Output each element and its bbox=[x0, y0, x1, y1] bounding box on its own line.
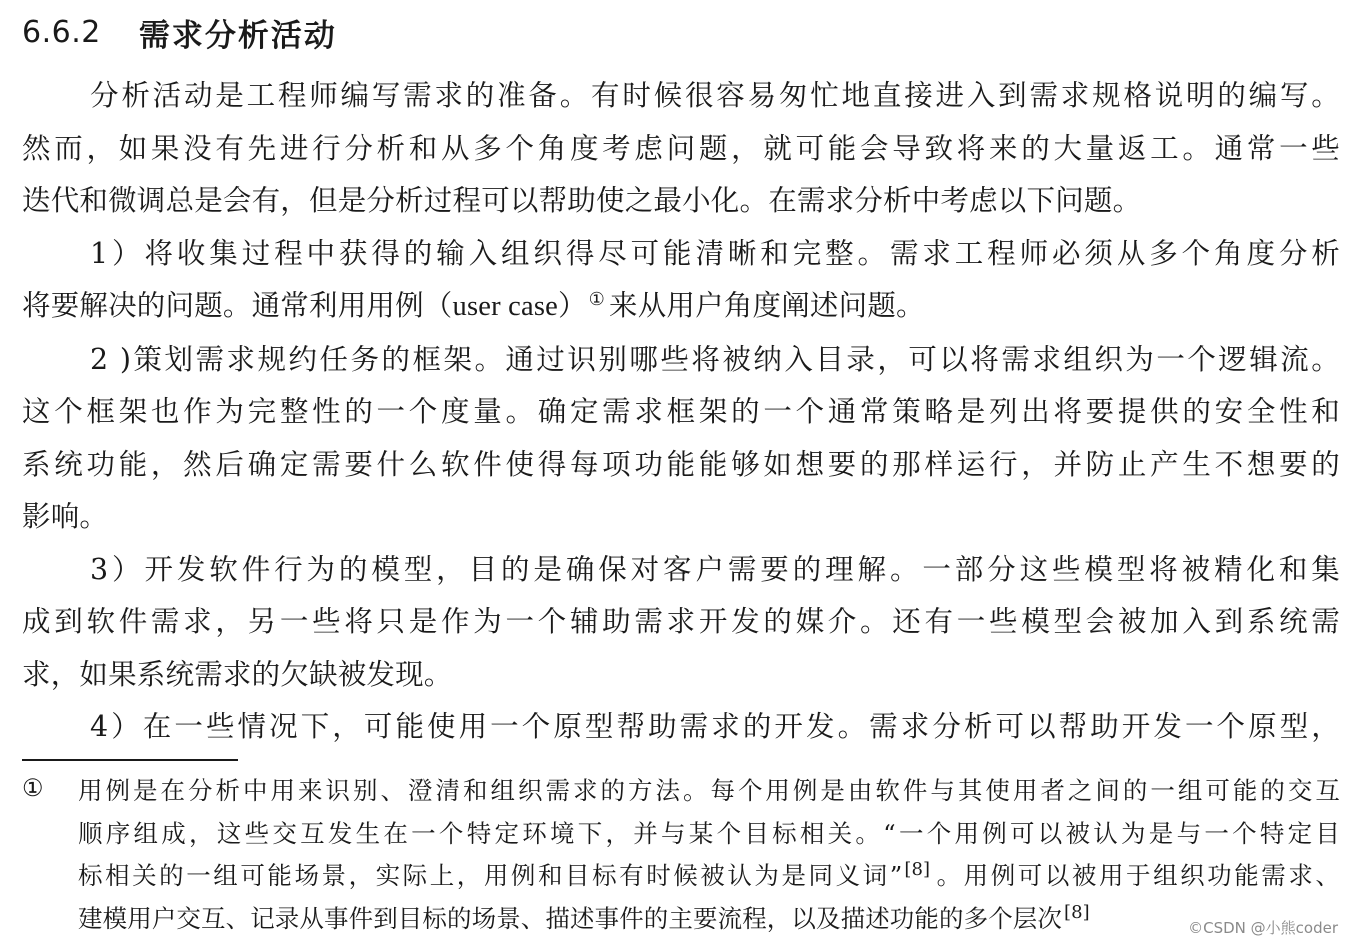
footnote-line bbox=[78, 898, 1340, 941]
text-line-with-note bbox=[22, 280, 1340, 334]
text-segment: 标相关的一组可能场景，实际上，用例和目标有时候被认为是同义词” bbox=[78, 861, 903, 890]
footnote bbox=[22, 770, 1340, 940]
citation-ref[interactable]: [8] bbox=[1064, 901, 1090, 923]
text-segment: 建模用户交互、记录从事件到目标的场景、描述事件的主要流程，以及描述功能的多个层次 bbox=[78, 903, 1062, 933]
text-line: 1）将收集过程中获得的输入组织得尽可能清晰和完整。需求工程师必须从多个角度分析 bbox=[90, 236, 1340, 270]
paragraph-item-3 bbox=[22, 544, 1340, 702]
footnote-ref[interactable]: ① bbox=[588, 289, 606, 310]
text-line: 分析活动是工程师编写需求的准备。有时候很容易匆忙地直接进入到需求规格说明的编写。 bbox=[90, 79, 1340, 112]
section-title: 需求分析活动 bbox=[138, 17, 337, 54]
text-line: 2 )策划需求规约任务的框架。通过识别哪些将被纳入目录，可以将需求组织为一个逻辑流。 bbox=[90, 342, 1340, 376]
footnote-marker: ① bbox=[22, 774, 44, 802]
text-line: 系统功能，然后确定需要什么软件使得每项功能能够如想要的那样运行，并防止产生不想要的 bbox=[22, 447, 1340, 481]
paragraph-intro bbox=[22, 70, 1340, 228]
text-line: 然而，如果没有先进行分析和从多个角度考虑问题，就可能会导致将来的大量返工。通常一些 bbox=[22, 131, 1340, 165]
latin-term: user case bbox=[452, 291, 558, 322]
text-segment: 将要解决的问题。通常利用用例（ bbox=[22, 289, 453, 322]
text-line: 求，如果系统需求的欠缺被发现。 bbox=[22, 657, 453, 691]
footnote-line bbox=[78, 855, 1340, 898]
text-segment: ） bbox=[557, 289, 587, 322]
footnote-line: 顺序组成，这些交互发生在一个特定环境下，并与某个目标相关。“一个用例可以被认为是与一个特定目 bbox=[78, 818, 1340, 848]
text-line: 4）在一些情况下，可能使用一个原型帮助需求的开发。需求分析可以帮助开发一个原型， bbox=[90, 710, 1340, 743]
paragraph-item-2 bbox=[22, 334, 1340, 544]
text-line: 3）开发软件行为的模型，目的是确保对客户需要的理解。一部分这些模型将被精化和集 bbox=[90, 552, 1340, 586]
footnote-text bbox=[78, 770, 1340, 940]
text-line: 迭代和微调总是会有，但是分析过程可以帮助使之最小化。在需求分析中考虑以下问题。 bbox=[22, 184, 1142, 217]
text-segment: 。用例可以被用于组织功能需求、 bbox=[934, 861, 1341, 890]
footnote-divider bbox=[22, 759, 238, 761]
footnote-line: 用例是在分析中用来识别、澄清和组织需求的方法。每个用例是由软件与其使用者之间的一组可能的交互 bbox=[78, 776, 1340, 805]
paragraph-item-1 bbox=[22, 228, 1340, 334]
text-segment: 来从用户角度阐述问题。 bbox=[609, 289, 925, 322]
text-line: 影响。 bbox=[22, 500, 109, 533]
text-line: 成到软件需求，另一些将只是作为一个辅助需求开发的媒介。还有一些模型会被加入到系统需 bbox=[22, 605, 1340, 638]
section-number: 6.6.2 bbox=[22, 14, 101, 50]
section-heading bbox=[22, 8, 337, 56]
citation-ref[interactable]: [8] bbox=[904, 859, 931, 880]
watermark: ©CSDN @小熊coder bbox=[1188, 919, 1338, 937]
text-line: 这个框架也作为完整性的一个度量。确定需求框架的一个通常策略是列出将要提供的安全性和 bbox=[22, 395, 1340, 428]
paragraph-item-4 bbox=[22, 701, 1340, 754]
body-text bbox=[22, 70, 1340, 754]
